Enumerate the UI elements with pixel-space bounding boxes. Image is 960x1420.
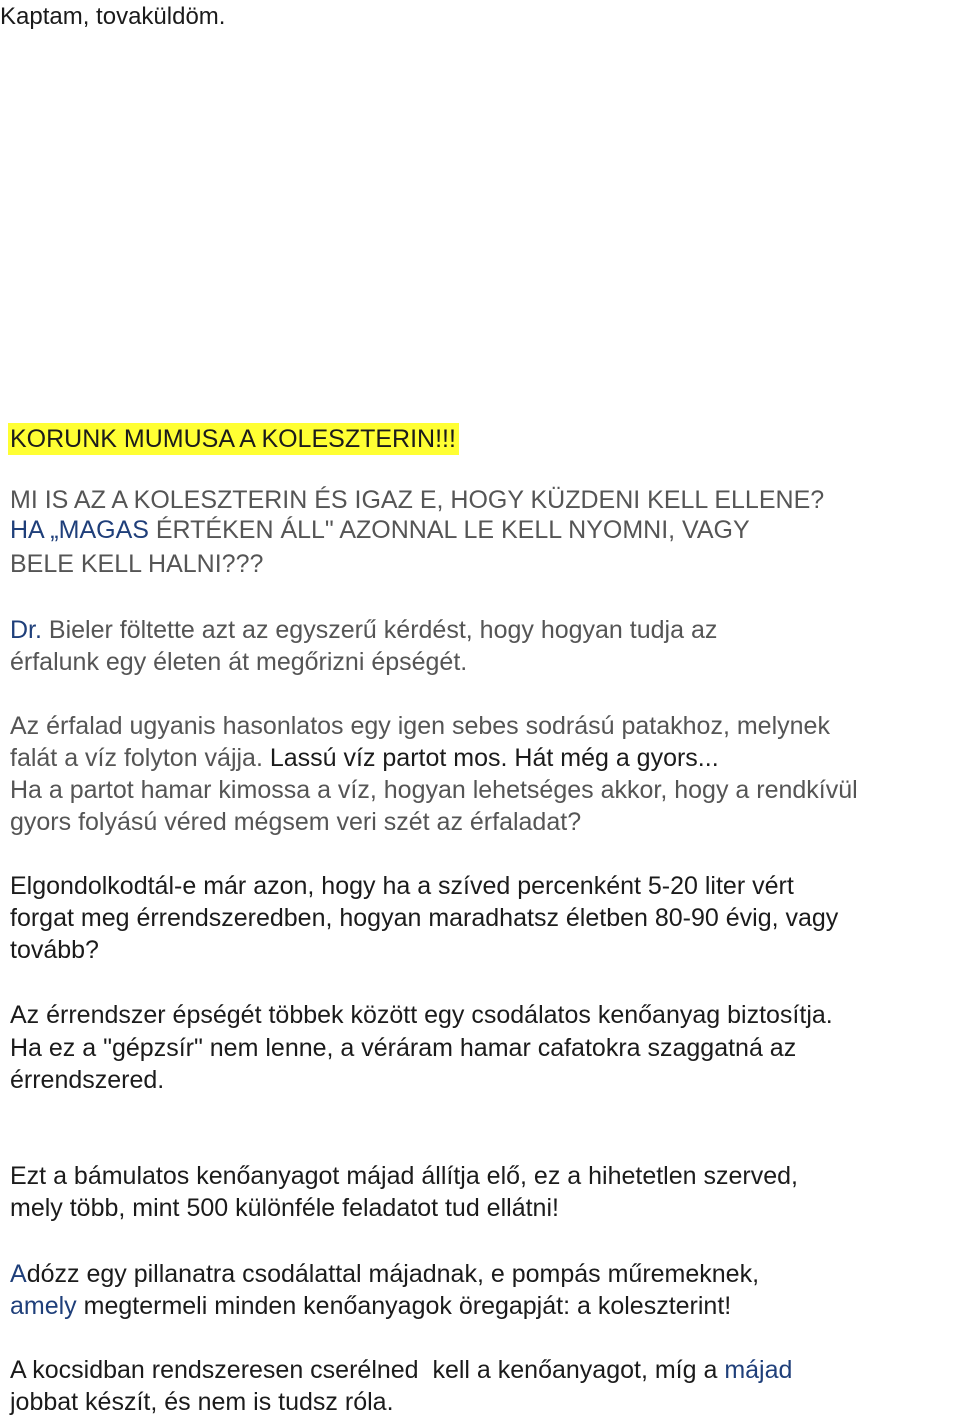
paragraph-6-line-1 <box>10 1258 759 1290</box>
amely-word: amely <box>10 1292 77 1320</box>
paragraph-2-line-4: gyors folyású véred mégsem veri szét az érfaladat? <box>10 808 582 836</box>
question-ha-magas: HA „MAGAS <box>10 516 149 544</box>
title-line <box>10 423 459 455</box>
paragraph-4-line-2: Ha ez a "gépzsír" nem lenne, a véráram hamar cafatokra szaggatná az <box>10 1034 797 1062</box>
paragraph-7-line-1 <box>10 1354 792 1386</box>
paragraph-2-line-2b: Lassú víz partot mos. Hát még a gyors... <box>262 744 719 772</box>
paragraph-4-line-3: érrendszered. <box>10 1066 165 1094</box>
paragraph-2-line-3: Ha a partot hamar kimossa a víz, hogyan lehetséges akkor, hogy a rendkívül <box>10 776 858 804</box>
title-highlight: KORUNK MUMUSA A KOLESZTERIN!!! <box>8 423 459 455</box>
paragraph-1-line-1 <box>10 614 717 646</box>
paragraph-7-line-2: jobbat készít, és nem is tudsz róla. <box>10 1388 394 1416</box>
paragraph-5-line-2: mely több, mint 500 különféle feladatot tud ellátni! <box>10 1194 559 1222</box>
question-line-2 <box>10 514 750 546</box>
paragraph-3-line-1: Elgondolkodtál-e már azon, hogy ha a szíved percenként 5-20 liter vért <box>10 872 794 900</box>
paragraph-2-line-2 <box>10 742 719 774</box>
paragraph-6-line-2 <box>10 1290 731 1322</box>
paragraph-3-line-2: forgat meg érrendszeredben, hogyan maradhatsz életben 80-90 évig, vagy <box>10 904 839 932</box>
majad-word: májad <box>724 1356 793 1384</box>
paragraph-1-line-1-rest: Bieler föltette azt az egyszerű kérdést, hogy hogyan tudja az <box>41 616 718 644</box>
dr-text: Dr. <box>10 616 42 644</box>
question-line-2-rest: ÉRTÉKEN ÁLL" AZONNAL LE KELL NYOMNI, VAGY <box>148 516 750 544</box>
paragraph-2-line-2a: falát a víz folyton vájja. <box>10 744 263 772</box>
adozz-initial: A <box>10 1260 27 1288</box>
paragraph-7-line-1-start: A kocsidban rendszeresen cserélned kell a kenőanyagot, míg a <box>10 1356 725 1384</box>
paragraph-4-line-1: Az érrendszer épségét többek között egy csodálatos kenőanyag biztosítja. <box>10 1001 833 1029</box>
question-line-3: BELE KELL HALNI??? <box>10 550 264 578</box>
intro-text: Kaptam, tovaküldöm. <box>0 3 226 30</box>
paragraph-1-line-2: érfalunk egy életen át megőrizni épségét. <box>10 648 468 676</box>
paragraph-5-line-1: Ezt a bámulatos kenőanyagot májad állítja elő, ez a hihetetlen szerved, <box>10 1162 798 1190</box>
paragraph-6-line-1-rest: dózz egy pillanatra csodálattal májadnak, e pompás műremeknek, <box>26 1260 760 1288</box>
paragraph-3-line-3: tovább? <box>10 936 99 964</box>
paragraph-6-line-2-rest: megtermeli minden kenőanyagok öregapját: a koleszterint! <box>76 1292 732 1320</box>
paragraph-2-line-1: Az érfalad ugyanis hasonlatos egy igen sebes sodrású patakhoz, melynek <box>10 712 830 740</box>
question-line-1: MI IS AZ A KOLESZTERIN ÉS IGAZ E, HOGY KÜZDENI KELL ELLENE? <box>10 486 825 514</box>
